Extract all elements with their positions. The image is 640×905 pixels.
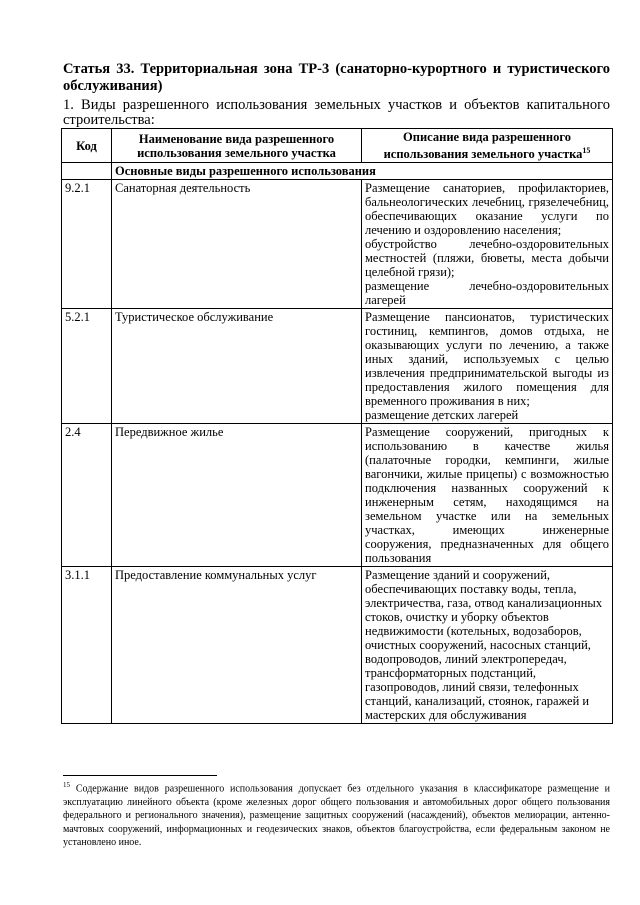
row-code: 2.4 <box>62 424 112 567</box>
description-paragraph: размещение детских лагерей <box>365 408 519 423</box>
table-row <box>62 424 613 567</box>
description-paragraph: Размещение санаториев, профилакториев, бальнеологических лечебниц, грязелечебниц, обеспечивающих оказание услуги по лечению и оздоровлению населения; <box>365 181 609 238</box>
row-code: 9.2.1 <box>62 180 112 309</box>
table-row <box>62 567 613 724</box>
table-header-row <box>62 129 613 163</box>
row-use-name: Передвижное жилье <box>112 424 362 567</box>
row-description <box>362 180 613 309</box>
row-use-name: Санаторная деятельность <box>112 180 362 309</box>
row-description <box>362 424 613 567</box>
row-code: 5.2.1 <box>62 309 112 424</box>
description-paragraph: Размещение сооружений, пригодных к использованию в качестве жилья (палаточные городки, кемпинги, жилые вагончики, жилые прицепы) с возможностью подключения названных сооружений к инженерным сетям, находящимся на земельном участке или на земельных участках, имеющих инженерные сооружения, предназначенных для общего пользования <box>365 425 609 566</box>
header-code: Код <box>62 129 112 163</box>
footnote <box>63 779 610 850</box>
footnote-text: Содержание видов разрешенного использования допускает без отдельного указания в классификаторе размещение и эксплуатацию линейного объекта (кроме железных дорог общего пользования и автомобильных дорог общего пользования федерального и регионального значения), размещение защитных сооружений (насаждений), объектов мелиорации, антенно-мачтовых сооружений, информационных и геодезических знаков, объектов благоустройства, если федеральным законом не установлено иное. <box>63 783 611 849</box>
row-code: 3.1.1 <box>62 567 112 724</box>
land-use-table <box>61 128 613 724</box>
header-use-name: Наименование вида разрешенного использования земельного участка <box>112 129 362 163</box>
section-heading: 1. Виды разрешенного использования земельных участков и объектов капитального строительства: <box>63 97 610 128</box>
table-row <box>62 309 613 424</box>
row-description <box>362 567 613 724</box>
row-description <box>362 309 613 424</box>
header-use-description-text: Описание вида разрешенного использования земельного участка <box>383 130 583 162</box>
header-use-description <box>362 129 613 163</box>
article-title: Статья 33. Территориальная зона ТР-3 (санаторно-курортного и туристического обслуживания) <box>63 61 610 94</box>
row-use-name: Туристическое обслуживание <box>112 309 362 424</box>
description-paragraph: Размещение пансионатов, туристических гостиниц, кемпингов, домов отдыха, не оказывающих услуги по лечению, а также иных зданий, используемых с целью извлечения предпринимательской выгоды из предоставления жилого помещения для временного проживания в них; <box>365 310 609 409</box>
description-paragraph: размещение лечебно-оздоровительных лагерей <box>365 279 609 308</box>
table-row <box>62 180 613 309</box>
description-paragraph: обустройство лечебно-оздоровительных местностей (пляжи, бюветы, места добычи целебной грязи); <box>365 237 609 280</box>
footnote-ref: 15 <box>582 146 591 155</box>
group-label: Основные виды разрешенного использования <box>112 163 613 180</box>
row-use-name: Предоставление коммунальных услуг <box>112 567 362 724</box>
footnote-separator <box>63 775 217 776</box>
group-row <box>62 163 613 180</box>
description-paragraph: Размещение зданий и сооружений, обеспечивающих поставку воды, тепла, электричества, газа, отвод канализационных стоков, очистку и уборку объектов недвижимости (котельных, водозаборов, очистных сооружений, насосных станций, водопроводов, линий электропередач, трансформаторных подстанций, газопроводов, линий связи, телефонных станций, канализаций, стоянок, гаражей и мастерских для обслуживания <box>365 568 603 723</box>
footnote-number: 15 <box>63 781 70 789</box>
